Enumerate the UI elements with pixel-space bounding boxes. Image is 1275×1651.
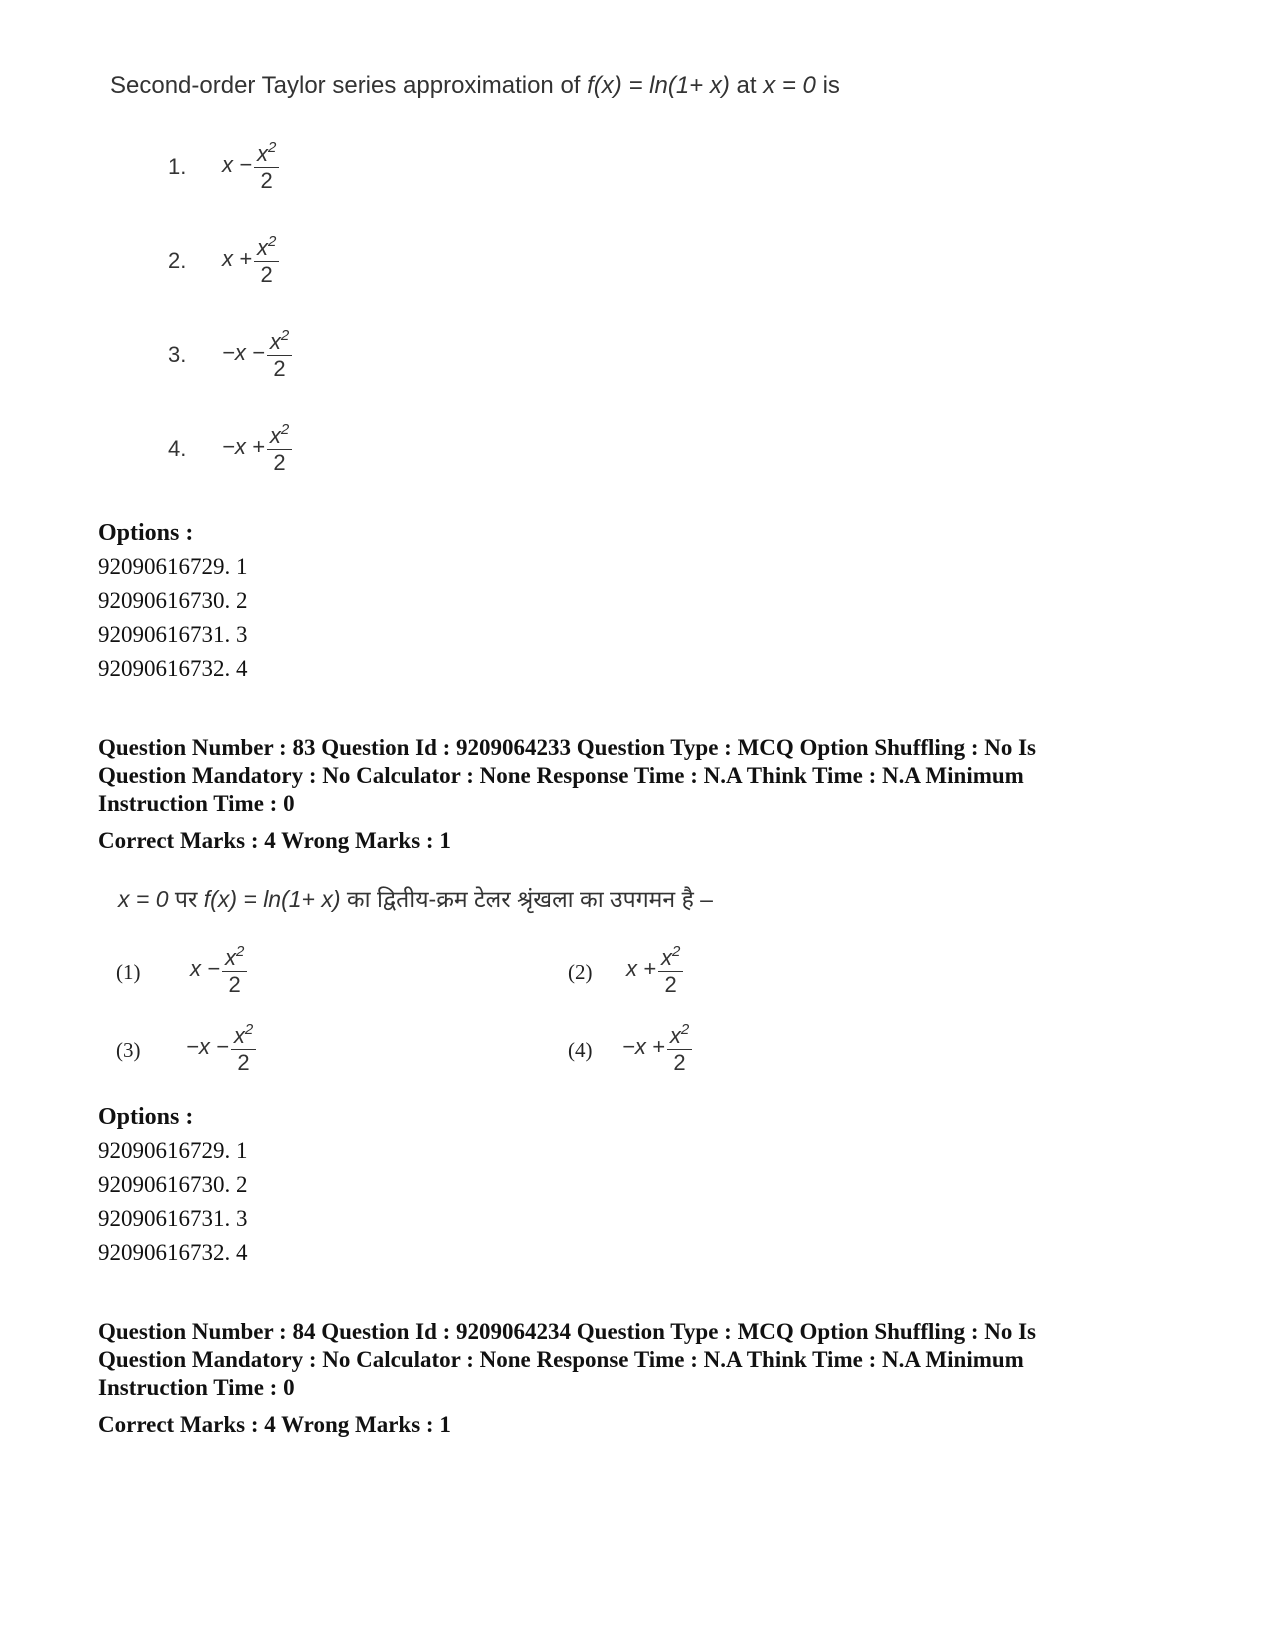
stem-middle: at [729,72,764,99]
option-id-4: 92090616732. 4 [98,656,248,681]
hindi-stem-par: पर [168,886,204,912]
choice-lead: −x − [222,340,265,365]
option-id-3: 92090616731. 3 [98,1206,248,1231]
meta-line-3: Instruction Time : 0 [98,791,295,816]
hindi-choice-expression-4: −x + $\frac{x^2}{2}$ [622,1018,692,1076]
meta-line-3: Instruction Time : 0 [98,1375,295,1400]
hindi-choice-label-4: (4) [568,1038,593,1062]
hindi-question-stem [118,882,713,914]
options-heading: Options : [98,520,194,546]
meta-line-1: Question Number : 83 Question Id : 9209064233 Question Type : MCQ Option Shuffling : No Is [98,735,1037,760]
option-id-4: 92090616732. 4 [98,1240,248,1265]
hindi-stem-rest: का द्वितीय-क्रम टेलर श्रृंखला का उपगमन है – [340,886,713,912]
choice-lead: x + [222,246,252,271]
option-id-2: 92090616730. 2 [98,588,248,613]
option-id-2: 92090616730. 2 [98,1172,248,1197]
choice-label-3: 3. [168,342,187,367]
hindi-choice-label-1: (1) [116,960,141,984]
hindi-choice-label-3: (3) [116,1038,141,1062]
question-meta [98,734,1178,818]
question-meta [98,1318,1178,1402]
hindi-choice-label-2: (2) [568,960,593,984]
options-heading: Options : [98,1104,194,1130]
choice-expression-4: −x + $\frac{x^2}{2}$ [222,418,292,476]
meta-line-2: Question Mandatory : No Calculator : None Response Time : N.A Think Time : N.A Minimum [98,1347,1024,1372]
option-id-1: 92090616729. 1 [98,554,248,579]
hindi-choice-expression-3: −x − $\frac{x^2}{2}$ [186,1018,256,1076]
hindi-stem-point: x = 0 [118,886,169,912]
choice-label-2: 2. [168,248,187,273]
marks-line: Correct Marks : 4 Wrong Marks : 1 [98,828,451,853]
question-stem [110,72,840,100]
stem-formula: f(x) = ln(1+ x) [587,72,730,99]
choice-expression-2: x + $\frac{x^2}{2}$ [222,230,279,288]
choice-lead: x − [222,152,252,177]
choice-expression-3: −x − $\frac{x^2}{2}$ [222,324,292,382]
option-id-1: 92090616729. 1 [98,1138,248,1163]
hindi-stem-formula: f(x) = ln(1+ x) [203,886,341,912]
choice-label-1: 1. [168,154,187,179]
stem-suffix: is [815,72,840,99]
hindi-choice-expression-1: x − $\frac{x^2}{2}$ [190,940,247,998]
meta-line-2: Question Mandatory : No Calculator : None Response Time : N.A Think Time : N.A Minimum [98,763,1024,788]
choice-expression-1: x − $\frac{x^2}{2}$ [222,136,279,194]
choice-lead: −x + [222,434,265,459]
choice-label-4: 4. [168,436,187,461]
stem-prefix: Second-order Taylor series approximation of [110,72,588,99]
option-id-3: 92090616731. 3 [98,622,248,647]
stem-point: x = 0 [763,72,816,99]
marks-line: Correct Marks : 4 Wrong Marks : 1 [98,1412,451,1437]
meta-line-1: Question Number : 84 Question Id : 9209064234 Question Type : MCQ Option Shuffling : No Is [98,1319,1037,1344]
hindi-choice-expression-2: x + $\frac{x^2}{2}$ [626,940,683,998]
